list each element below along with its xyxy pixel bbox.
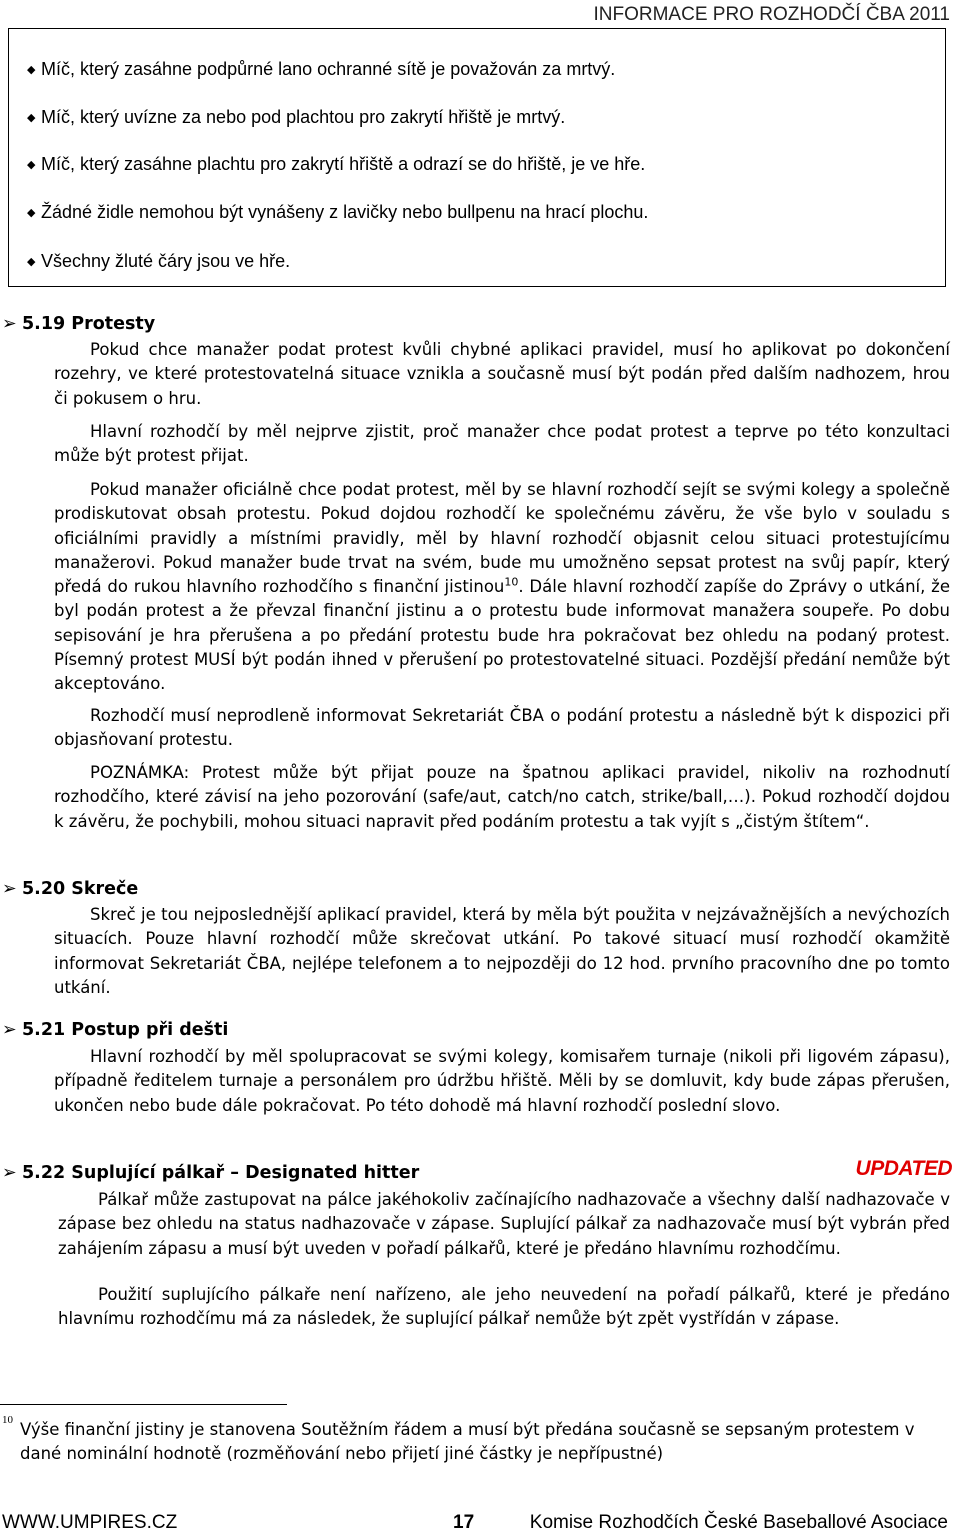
box-item: ◆ Míč, který zasáhne plachtu pro zakrytí hřiště a odrazí se do hřiště, je ve hře. — [27, 154, 646, 174]
diamond-bullet-icon: ◆ — [27, 256, 36, 268]
page-footer — [0, 1512, 960, 1534]
diamond-bullet-icon: ◆ — [27, 207, 36, 219]
diamond-bullet-icon: ◆ — [27, 64, 36, 76]
paragraph: Použití suplujícího pálkaře není nařízeno, ale jeho neuvedení na pořadí pálkařů, které je předáno hlavnímu rozhodčímu má za následek, že suplující pálkař nemůže být zpět vystřídán v zápase. — [58, 1285, 950, 1329]
paragraph: Rozhodčí musí neprodleně informovat Sekretariát ČBA o podání protestu a následně být k dispozici při objasňovaní protestu. — [54, 706, 950, 750]
footnote-ref: 10 — [504, 575, 519, 589]
paragraph: Hlavní rozhodčí by měl spolupracovat se svými kolegy, komisařem turnaje (nikoli při ligovém zápasu), případně ředitelem turnaje a personálem pro údržbu hřiště. Měli by se domluvit, kdy bude zápas přerušen, ukončen nebo bude dále pokračovat. Po této dohodě má hlavní rozhodčí poslední slovo. — [54, 1047, 950, 1115]
arrowhead-icon: ➢ — [2, 1020, 17, 1040]
box-item: ◆ Míč, který zasáhne podpůrné lano ochranné sítě je považován za mrtvý. — [27, 59, 616, 79]
page-header-title: INFORMACE PRO ROZHODČÍ ČBA 2011 — [593, 4, 950, 25]
diamond-bullet-icon: ◆ — [27, 112, 36, 124]
paragraph: Pokud manažer oficiálně chce podat protest, měl by se hlavní rozhodčí sejít se svými kolegy a společně prodiskutovat obsah protestu. Pokud dojdou rozhodčí ke společnému závěru, že vše bylo v souladu s oficiálními pravidly a místními pravidly, měl by hlavní rozhodčí objasnit celou situaci protestujícímu manažerovi. Pokud manažer bude trvat na svém, bude mu umožněno sepsat protest na svůj papír, který předá do rukou hlavního rozhodčího s finanční jistinou$^{10}$. Dále hlavní rozhodčí zapíše do Zprávy o utkání, že byl podán protest a že převzal finanční jistinu a o protestu bude informovat manažera soupeře. Po dobu sepisování je hra přerušena a po předání protestu bude hra pokračovat bez ohledu na podaný protest. Písemný protest MUSÍ být podán ihned v přerušení po protestovatelné situaci. Pozdější předání nemůže být akceptováno. — [54, 480, 950, 694]
paragraph: Pokud chce manažer podat protest kvůli chybné aplikaci pravidel, musí ho aplikovat po dokončení rozehry, ve které protestovatelná situace vznikla a současně musí být podán před dalším nadhozem, hrou či pokusem o hru. — [54, 340, 950, 408]
footer-organization: Komise Rozhodčích České Baseballové Asociace — [529, 1512, 948, 1533]
rules-box — [8, 28, 946, 287]
arrowhead-icon: ➢ — [2, 879, 17, 899]
section-heading: ➢ 5.19 Protesty — [2, 314, 156, 334]
paragraph: Hlavní rozhodčí by měl nejprve zjistit, proč manažer chce podat protest a teprve po této konzultaci může být protest přijat. — [54, 422, 950, 466]
page-number: 17 — [453, 1512, 475, 1533]
arrowhead-icon: ➢ — [2, 314, 17, 334]
updated-badge: UPDATED — [855, 1157, 952, 1180]
footnote-text: Výše finanční jistiny je stanovena Soutěžním řádem a musí být předána současně se sepsaným protestem v dané nominální hodnotě (rozměňování nebo přijetí jiné částky je nepřípustné) — [20, 1420, 915, 1463]
section-heading: ➢ 5.21 Postup při dešti — [2, 1020, 229, 1040]
paragraph: Pálkař může zastupovat na pálce jakéhokoliv začínajícího nadhazovače a všechny další nadhazovače v zápase bez ohledu na status nadhazovače v zápase. Suplující pálkař za nadhazovače musí být vybrán před zahájením zápasu a musí být uveden v pořadí pálkařů, které je předáno hlavnímu rozhodčímu. — [58, 1190, 950, 1258]
arrowhead-icon: ➢ — [2, 1163, 17, 1183]
footnote-separator — [0, 1404, 287, 1405]
footnote-mark: 10 — [2, 1414, 13, 1426]
section-heading: ➢ 5.22 Suplující pálkař – Designated hitter — [2, 1163, 420, 1183]
box-item: ◆ Míč, který uvízne za nebo pod plachtou pro zakrytí hřiště je mrtvý. — [27, 107, 566, 127]
paragraph: Skreč je tou nejposlednější aplikací pravidel, která by měla být použita v nejzávažnějších a nevýchozích situacích. Pouze hlavní rozhodčí může skrečovat utkání. Po takové situací musí rozhodčí okamžitě informovat Sekretariát ČBA, nejlépe telefonem a to nejpozději do 12 hod. prvního pracovního dne po tomto utkání. — [54, 905, 950, 997]
paragraph: POZNÁMKA: Protest může být přijat pouze na špatnou aplikaci pravidel, nikoliv na rozhodnutí rozhodčího, které závisí na jeho pozorování (safe/aut, catch/no catch, strike/ball,…). Pokud rozhodčí dojdou k závěru, že pochybili, mohou situaci napravit před podáním protestu a tak vyjít s „čistým štítem“. — [54, 763, 950, 831]
box-item: ◆ Všechny žluté čáry jsou ve hře. — [27, 251, 291, 271]
section-heading: ➢ 5.20 Skreče — [2, 879, 139, 899]
diamond-bullet-icon: ◆ — [27, 159, 36, 171]
footer-website-link[interactable]: WWW.UMPIRES.CZ — [2, 1512, 178, 1533]
box-item: ◆ Žádné židle nemohou být vynášeny z lavičky nebo bullpenu na hrací plochu. — [27, 202, 649, 222]
